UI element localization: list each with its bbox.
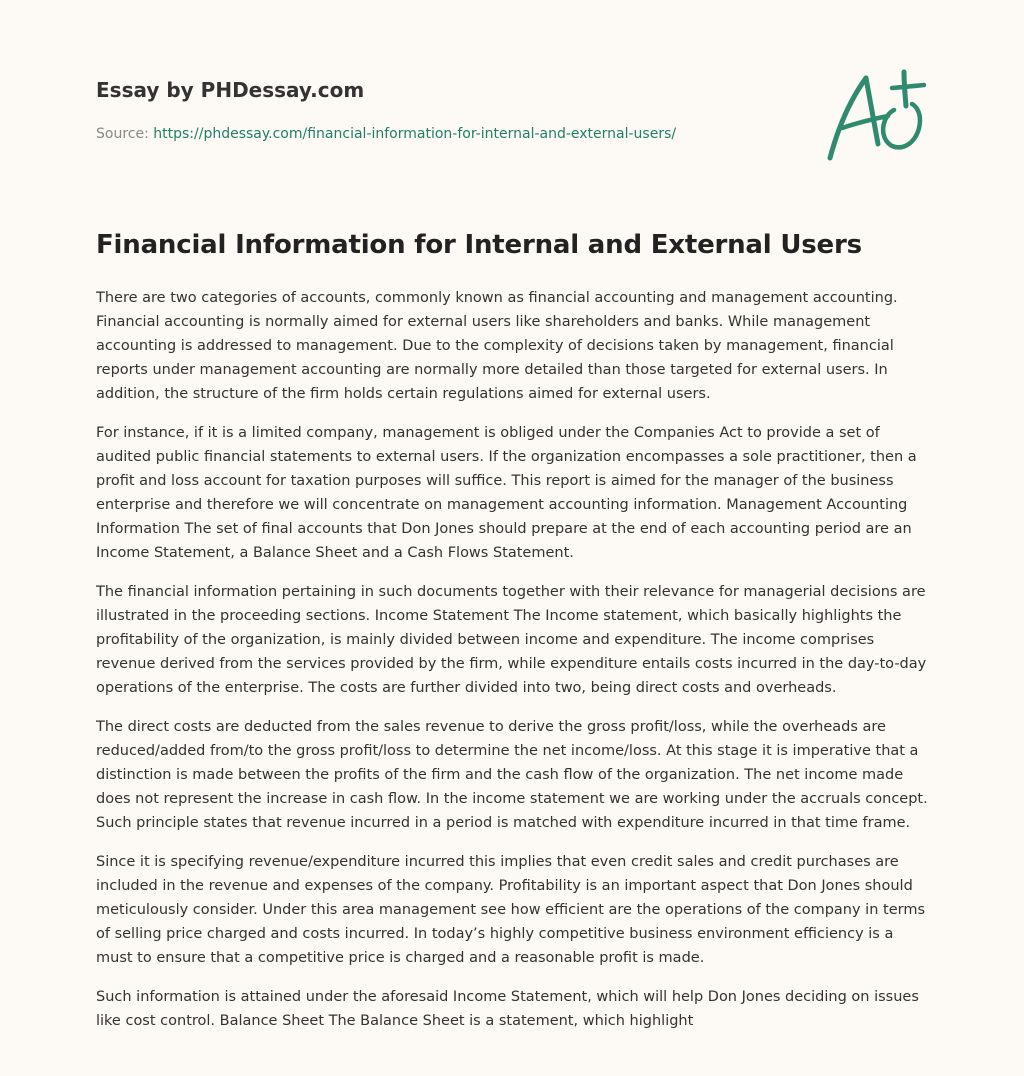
paragraph: The financial information pertaining in such documents together with their relevance for managerial decisions are illustrated in the proceeding sections. Income Statement The Income statement, which basically highlights the profitability of the organization, is mainly divided between income and expenditure. The income comprises revenue derived from the services provided by the firm, while expenditure entails costs incurred in the day-to-day operations of the enterprise. The costs are further divided into two, being direct costs and overheads. [96, 584, 927, 696]
source-line [96, 124, 676, 144]
article-body [96, 286, 932, 1048]
paragraph: Such information is attained under the aforesaid Income Statement, which will help Don Jones deciding on issues like cost control. Balance Sheet The Balance Sheet is a statement, which highlight [96, 989, 919, 1029]
source-link[interactable]: https://phdessay.com/financial-information-for-internal-and-external-users/ [153, 126, 677, 142]
site-brand: Essay by PHDessay.com [96, 78, 365, 102]
paragraph: There are two categories of accounts, commonly known as financial accounting and management accounting. Financial accounting is normally aimed for external users like shareholders and banks. While management accounting is addressed to management. Due to the complexity of decisions taken by management, financial reports under management accounting are normally more detailed than those targeted for external users. In addition, the structure of the firm holds certain regulations aimed for external users. [96, 290, 898, 402]
paragraph: Since it is specifying revenue/expenditure incurred this implies that even credit sales and credit purchases are included in the revenue and expenses of the company. Profitability is an important aspect that Don Jones should meticulously consider. Under this area management see how efficient are the operations of the company in terms of selling price charged and costs incurred. In today’s highly competitive business environment efficiency is a must to ensure that a competitive price is charged and a reasonable profit is made. [96, 854, 925, 966]
source-label: Source: [96, 126, 154, 142]
article-title: Financial Information for Internal and External Users [96, 230, 862, 260]
paragraph: The direct costs are deducted from the sales revenue to derive the gross profit/loss, while the overheads are reduced/added from/to the gross profit/loss to determine the net income/loss. At this stage it is imperative that a distinction is made between the profits of the firm and the cash flow of the organization. The net income made does not represent the increase in cash flow. In the income statement we are working under the accruals concept. Such principle states that revenue incurred in a period is matched with expenditure incurred in that time frame. [96, 719, 928, 831]
paragraph: For instance, if it is a limited company, management is obliged under the Companies Act to provide a set of audited public financial statements to external users. If the organization encompasses a sole practitioner, then a profit and loss account for taxation purposes will suffice. This report is aimed for the manager of the business enterprise and therefore we will concentrate on management accounting information. Management Accounting Information The set of final accounts that Don Jones should prepare at the end of each accounting period are an Income Statement, a Balance Sheet and a Cash Flows Statement. [96, 425, 917, 561]
a-plus-logo-icon [820, 66, 932, 166]
